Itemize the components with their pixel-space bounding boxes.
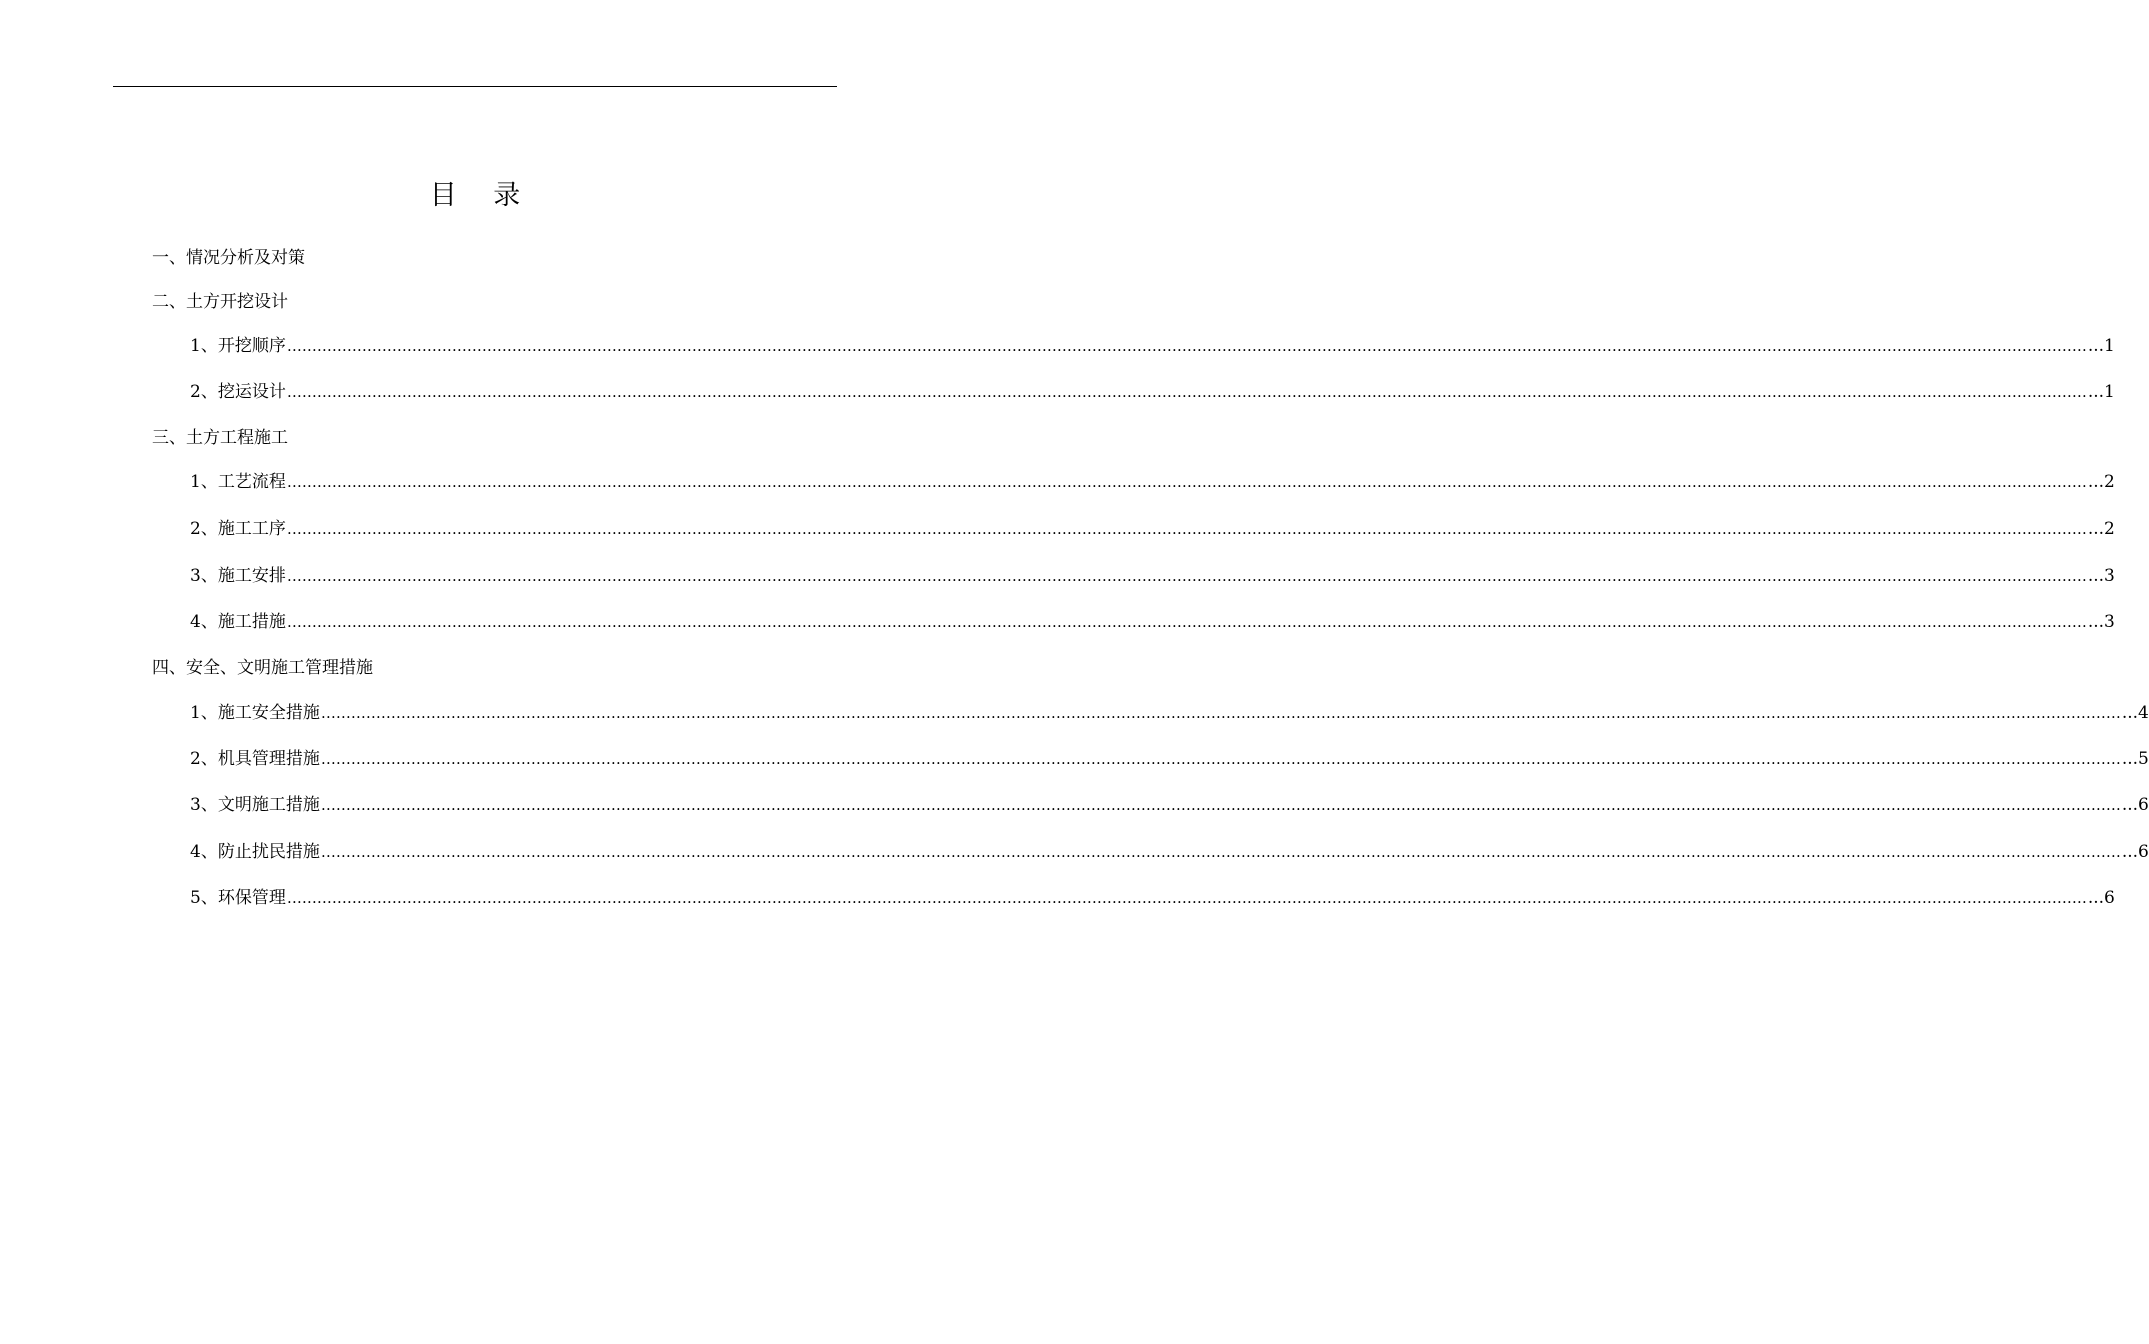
toc-dot-leader: ……………………………………………………………………………………………………………………………………………………………………………………………………………………………………………………………………………………………………………………………… <box>286 520 2087 538</box>
toc-dot-leader: ……………………………………………………………………………………………………………………………………………………………………………………………………………………………………………………………………………………………………………………………… <box>320 750 2121 768</box>
toc-item-label: 四、安全、文明施工管理措施 <box>152 658 373 678</box>
toc-item[interactable] <box>190 701 2149 725</box>
toc-item[interactable] <box>190 470 2115 494</box>
toc-item-label: 二、土方开挖设计 <box>152 292 288 312</box>
toc-dot-leader: ……………………………………………………………………………………………………………………………………………………………………………………………………………………………………………………………………………………………………………………………… <box>320 843 2121 861</box>
toc-item-label: 1、工艺流程 <box>190 472 286 492</box>
toc-item-label: 4、防止扰民措施 <box>190 842 320 862</box>
toc-item[interactable] <box>190 564 2115 588</box>
toc-dot-leader: ……………………………………………………………………………………………………………………………………………………………………………………………………………………………………………………………………………………………………………………………… <box>286 613 2087 631</box>
toc-page-number: ...2 <box>2087 472 2115 492</box>
toc-item-label: 5、环保管理 <box>190 888 286 908</box>
toc-page-number: ...2 <box>2087 519 2115 539</box>
toc-dot-leader: ……………………………………………………………………………………………………………………………………………………………………………………………………………………………………………………………………………………………………………………………… <box>320 704 2121 722</box>
toc-dot-leader: ……………………………………………………………………………………………………………………………………………………………………………………………………………………………………………………………………………………………………………………………… <box>286 567 2087 585</box>
toc-item[interactable] <box>190 610 2115 634</box>
toc-page-number: ...3 <box>2087 612 2115 632</box>
toc-page-number: ...4 <box>2121 703 2149 723</box>
toc-item-label: 1、开挖顺序 <box>190 336 286 356</box>
toc-item-label: 4、施工措施 <box>190 612 286 632</box>
toc-item[interactable] <box>190 517 2115 541</box>
toc-page-number: ...6 <box>2121 842 2149 862</box>
toc-item[interactable] <box>190 380 2115 404</box>
toc-dot-leader: ……………………………………………………………………………………………………………………………………………………………………………………………………………………………………………………………………………………………………………………………… <box>286 337 2087 355</box>
toc-item-label: 2、施工工序 <box>190 519 286 539</box>
toc-page-number: ...5 <box>2121 749 2149 769</box>
toc-item-label: 2、机具管理措施 <box>190 749 320 769</box>
toc-section-heading[interactable] <box>152 246 305 270</box>
toc-page-number: ...1 <box>2087 382 2115 402</box>
toc-dot-leader: ……………………………………………………………………………………………………………………………………………………………………………………………………………………………………………………………………………………………………………………………… <box>320 796 2121 814</box>
toc-dot-leader: ……………………………………………………………………………………………………………………………………………………………………………………………………………………………………………………………………………………………………………………………… <box>286 889 2087 907</box>
toc-item[interactable] <box>190 840 2149 864</box>
toc-item-label: 三、土方工程施工 <box>152 428 288 448</box>
toc-item-label: 3、施工安排 <box>190 566 286 586</box>
toc-item-label: 2、挖运设计 <box>190 382 286 402</box>
toc-section-heading[interactable] <box>152 426 288 450</box>
toc-item-label: 3、文明施工措施 <box>190 795 320 815</box>
toc-item[interactable] <box>190 334 2115 358</box>
toc-item[interactable] <box>190 747 2149 771</box>
toc-section-heading[interactable] <box>152 290 288 314</box>
toc-dot-leader: ……………………………………………………………………………………………………………………………………………………………………………………………………………………………………………………………………………………………………………………………… <box>286 473 2087 491</box>
toc-page-number: ...3 <box>2087 566 2115 586</box>
toc-item-label: 1、施工安全措施 <box>190 703 320 723</box>
toc-dot-leader: ……………………………………………………………………………………………………………………………………………………………………………………………………………………………………………………………………………………………………………………………… <box>286 383 2087 401</box>
toc-item-label: 一、情况分析及对策 <box>152 248 305 268</box>
toc-page-number: ...6 <box>2087 888 2115 908</box>
toc-item[interactable] <box>190 793 2149 817</box>
toc-page-number: ...6 <box>2121 795 2149 815</box>
toc-section-heading[interactable] <box>152 656 373 680</box>
toc-page-number: ...1 <box>2087 336 2115 356</box>
toc-item[interactable] <box>190 886 2115 910</box>
page-title: 目 录 <box>429 180 535 211</box>
